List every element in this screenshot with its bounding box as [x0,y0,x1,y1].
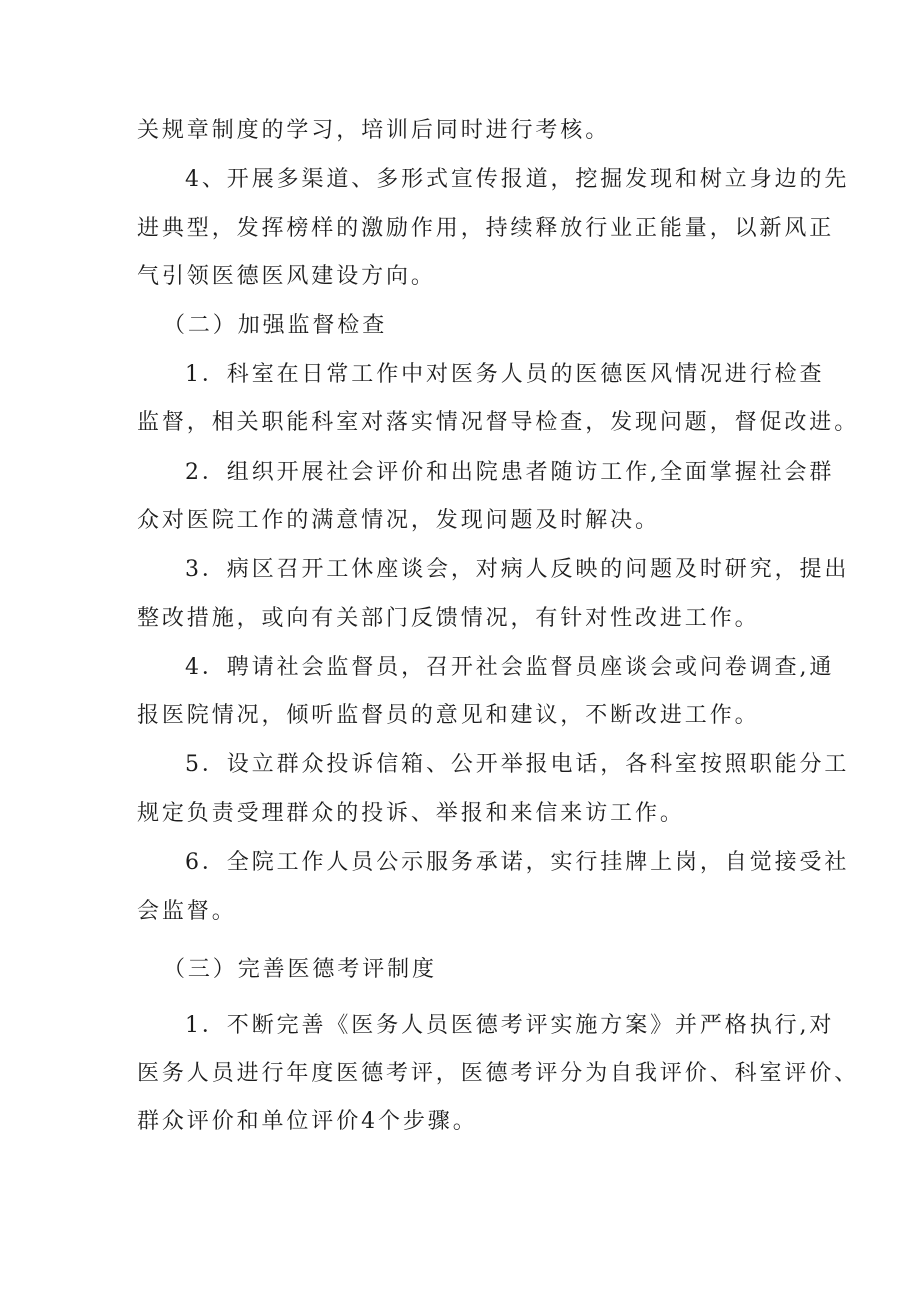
text-line: 6．全院工作人员公示服务承诺，实行挂牌上岗，自觉接受社 [185,850,850,875]
text-line: 1．科室在日常工作中对医务人员的医德医风情况进行检查 [185,362,825,387]
text-line: 气引领医德医风建设方向。 [137,264,436,289]
text-line: 医务人员进行年度医德考评，医德考评分为自我评价、科室评价、 [137,1061,860,1086]
text-line: 会监督。 [137,899,237,924]
text-line: 4、开展多渠道、多形式宣传报道，挖掘发现和树立身边的先 [185,167,850,192]
text-line: 1．不断完善《医务人员医德考评实施方案》并严格执行,对 [185,1013,835,1038]
section-heading: （二）加强监督检查 [163,313,388,338]
text-line: 规定负责受理群众的投诉、举报和来信来访工作。 [137,801,685,826]
text-line: 进典型，发挥榜样的激励作用，持续释放行业正能量，以新风正 [137,216,835,241]
text-line: 群众评价和单位评价4个步骤。 [137,1109,478,1134]
text-line: 2．组织开展社会评价和出院患者随访工作,全面掌握社会群 [185,460,835,485]
text-line: 5．设立群众投诉信箱、公开举报电话，各科室按照职能分工 [185,752,850,777]
section-heading: （三）完善医德考评制度 [163,957,437,982]
text-line: 众对医院工作的满意情况，发现问题及时解决。 [137,508,660,533]
text-line: 报医院情况，倾听监督员的意见和建议，不断改进工作。 [137,703,760,728]
text-line: 整改措施，或向有关部门反馈情况，有针对性改进工作。 [137,606,760,631]
text-line: 监督，相关职能科室对落实情况督导检查，发现问题，督促改进。 [137,410,860,435]
text-line: 关规章制度的学习，培训后同时进行考核。 [137,118,611,143]
text-line: 3．病区召开工休座谈会，对病人反映的问题及时研究，提出 [185,557,850,582]
text-line: 4．聘请社会监督员，召开社会监督员座谈会或问卷调查,通 [185,655,835,680]
